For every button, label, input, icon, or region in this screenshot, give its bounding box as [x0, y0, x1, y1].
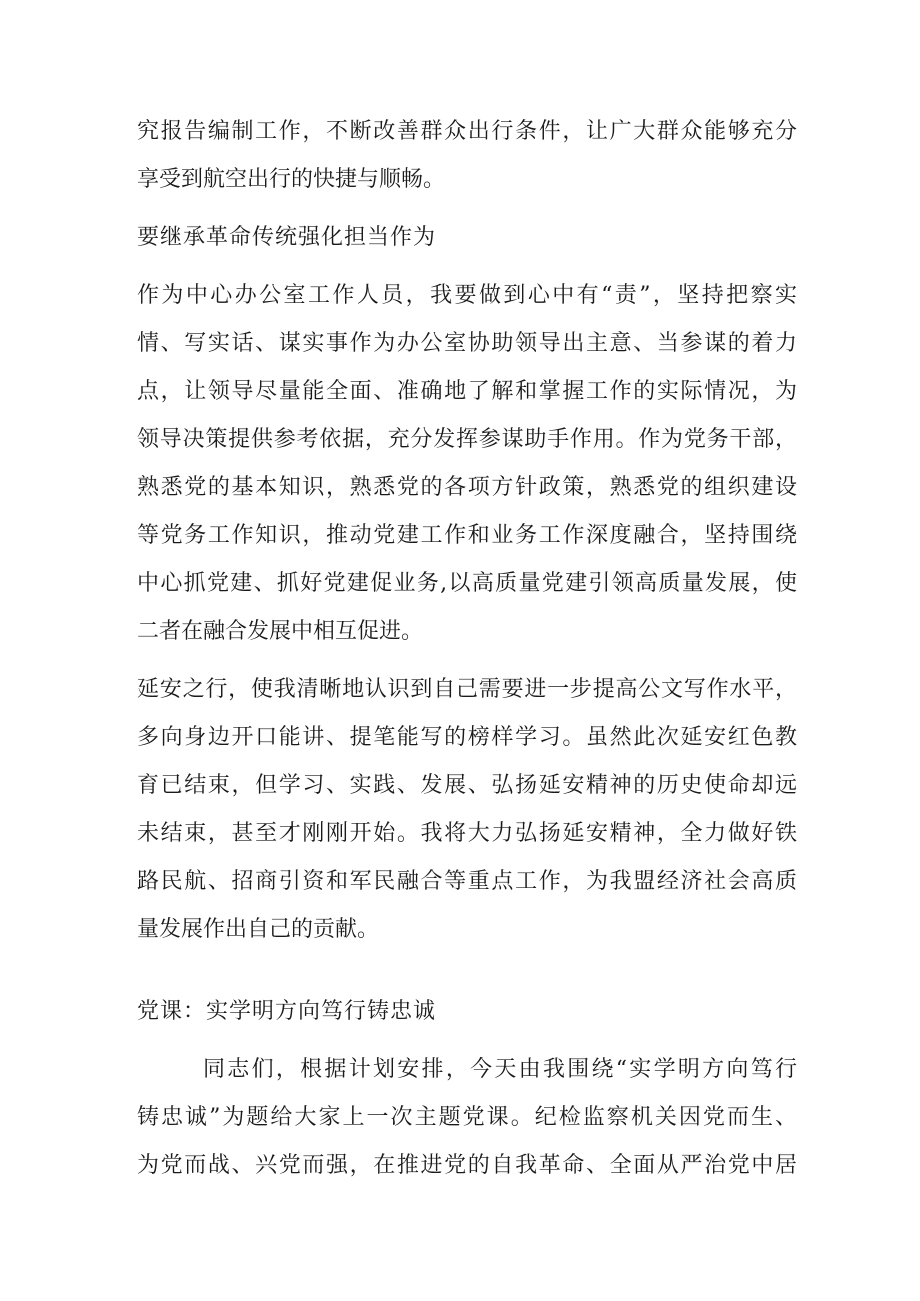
paragraph-line: 作为中心办公室工作人员，我要做到心中有“责”，坚持把察实 [137, 283, 797, 308]
paragraph-line: 同志们，根据计划安排，今天由我围绕“实学明方向笃行 [203, 1057, 797, 1082]
paragraph-line: 未结束，甚至才刚刚开始。我将大力弘扬延安精神，全力做好铁 [137, 821, 797, 846]
paragraph-line: 路民航、招商引资和军民融合等重点工作，为我盟经济社会高质 [137, 869, 797, 894]
section-heading: 党课：实学明方向笃行铸忠诚 [137, 999, 437, 1024]
paragraph-line: 多向身边开口能讲、提笔能写的榜样学习。虽然此次延安红色教 [137, 725, 797, 750]
paragraph-line: 熟悉党的基本知识，熟悉党的各项方针政策，熟悉党的组织建设 [137, 475, 797, 500]
paragraph-line: 点，让领导尽量能全面、准确地了解和掌握工作的实际情况，为 [137, 379, 797, 404]
paragraph-line: 铸忠诚”为题给大家上一次主题党课。纪检监察机关因党而生、 [137, 1105, 797, 1130]
paragraph-line: 量发展作出自己的贡献。 [137, 917, 380, 942]
section-heading: 要继承革命传统强化担当作为 [137, 225, 437, 250]
paragraph-line: 究报告编制工作，不断改善群众出行条件，让广大群众能够充分 [137, 119, 797, 144]
paragraph-line: 领导决策提供参考依据，充分发挥参谋助手作用。作为党务干部， [137, 427, 797, 452]
paragraph-line: 延安之行，使我清晰地认识到自己需要进一步提高公文写作水平， [137, 677, 797, 702]
paragraph-line: 等党务工作知识，推动党建工作和业务工作深度融合，坚持围绕 [137, 523, 797, 548]
paragraph-line: 情、写实话、谋实事作为办公室协助领导出主意、当参谋的着力 [137, 331, 797, 356]
paragraph-line: 享受到航空出行的快捷与顺畅。 [137, 167, 446, 192]
paragraph-line: 二者在融合发展中相互促进。 [137, 619, 424, 644]
paragraph-line: 中心抓党建、抓好党建促业务,以高质量党建引领高质量发展，使 [137, 571, 797, 596]
paragraph-line: 为党而战、兴党而强，在推进党的自我革命、全面从严治党中居 [137, 1153, 797, 1178]
paragraph-line: 育已结束，但学习、实践、发展、弘扬延安精神的历史使命却远 [137, 773, 797, 798]
